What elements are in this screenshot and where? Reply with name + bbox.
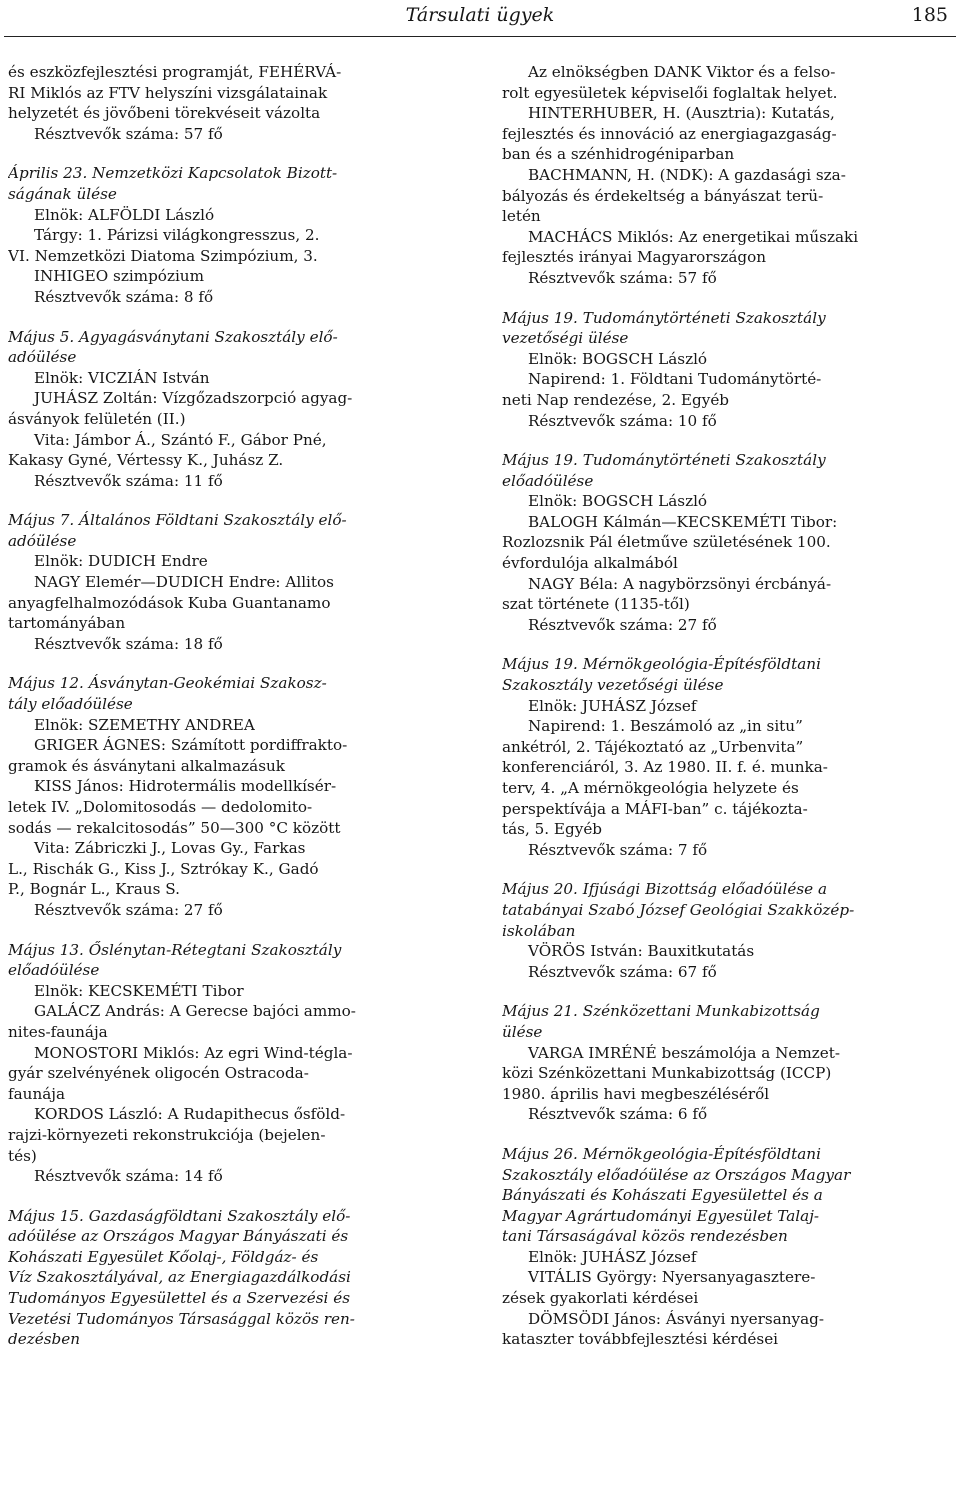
entry-text-line: BALOGH Kálmán—KECSKEMÉTI Tibor:: [528, 512, 838, 531]
entry-text-line: VITÁLIS György: Nyersanyagasztere-: [528, 1268, 816, 1287]
entry-text-line: P., Bognár L., Kraus S.: [8, 880, 180, 899]
entry-text-line: sodás — rekalcitosodás” 50—300 °C között: [8, 818, 341, 837]
entry-text-line: Résztvevők száma: 57 fő: [34, 124, 223, 143]
entry-title-line: Május 7. Általános Földtani Szakosztály elő-: [8, 511, 347, 530]
entry-text-line: Elnök: BOGSCH László: [528, 349, 708, 368]
entry-text-line: VI. Nemzetközi Diatoma Szimpózium, 3.: [8, 246, 318, 265]
entry-section: [8, 327, 456, 492]
entry-text-line: Résztvevők száma: 27 fő: [34, 900, 223, 919]
entry-title-line: tatabányai Szabó József Geológiai Szakközép-: [502, 900, 855, 919]
entry-title-line: Május 26. Mérnökgeológia-Építésföldtani: [502, 1144, 821, 1163]
entry-section: [8, 673, 456, 920]
entry-text-line: rolt egyesületek képviselői foglaltak helyet.: [502, 83, 838, 102]
entry-text-line: GALÁCZ András: A Gerecse bajóci ammo-: [34, 1002, 356, 1021]
entry-text-line: fejlesztés irányai Magyarországon: [502, 248, 767, 267]
right-column: [502, 62, 950, 1369]
entry-text-line: Napirend: 1. Földtani Tudománytörté-: [528, 370, 822, 389]
entry-text-line: NAGY Elemér—DUDICH Endre: Allitos: [34, 573, 334, 592]
entry-text-line: letén: [502, 207, 541, 226]
running-head: Társulati ügyek: [405, 4, 555, 26]
page-header: [0, 0, 960, 40]
entry-text-line: letek IV. „Dolomitosodás — dedolomito-: [8, 798, 313, 816]
entry-text-line: Rozlozsnik Pál életműve születésének 100.: [502, 533, 831, 552]
entry-text-line: Elnök: JUHÁSZ József: [528, 1247, 697, 1266]
entry-title-line: Április 23. Nemzetközi Kapcsolatok Bizott-: [8, 164, 338, 183]
entry-section: [502, 1001, 950, 1125]
entry-section: [502, 1144, 950, 1350]
entry-text-line: Elnök: JUHÁSZ József: [528, 696, 697, 715]
entry-text-line: tás, 5. Egyéb: [502, 820, 603, 839]
entry-text-line: zések gyakorlati kérdései: [502, 1289, 699, 1308]
entry-text-line: ankétról, 2. Tájékoztató az „Urbenvita”: [502, 737, 804, 756]
entry-title-line: Május 12. Ásványtan-Geokémiai Szakosz-: [8, 674, 327, 693]
entry-text-line: GRIGER ÁGNES: Számított pordiffrakto-: [34, 736, 348, 755]
entry-text-line: KISS János: Hidrotermális modellkísér-: [34, 777, 337, 796]
entry-text-line: ban és a szénhidrogéniparban: [502, 145, 735, 164]
entry-section: [8, 940, 456, 1187]
entry-text-line: Kakasy Gyné, Vértessy K., Juhász Z.: [8, 451, 284, 470]
entry-title-line: vezetőségi ülése: [502, 329, 629, 348]
entry-text-line: faunája: [8, 1084, 66, 1103]
entry-text-line: szat története (1135-től): [502, 595, 690, 614]
entry-text-line: Résztvevők száma: 67 fő: [528, 962, 717, 981]
entry-text-line: Résztvevők száma: 27 fő: [528, 615, 717, 634]
entry-section: [502, 308, 950, 432]
entry-title-line: dezésben: [8, 1330, 80, 1349]
entry-text-line: Résztvevők száma: 11 fő: [34, 471, 223, 490]
entry-title-line: előadóülése: [8, 961, 100, 980]
entry-text-line: Elnök: ALFÖLDI László: [34, 205, 215, 224]
entry-title-line: előadóülése: [502, 471, 594, 490]
entry-title-line: Szakosztály előadóülése az Országos Magyar: [502, 1165, 851, 1184]
entry-text-line: konferenciáról, 3. Az 1980. II. f. é. munka-: [502, 758, 828, 777]
entry-title-line: Május 15. Gazdaságföldtani Szakosztály elő-: [8, 1206, 351, 1225]
entry-title-line: ülése: [502, 1022, 543, 1041]
entry-title-line: Május 5. Agyagásványtani Szakosztály elő-: [8, 327, 338, 346]
entry-text-line: közi Szénközettani Munkabizottság (ICCP): [502, 1064, 832, 1083]
entry-title-line: Május 19. Mérnökgeológia-Építésföldtani: [502, 655, 821, 674]
entry-title-line: Tudományos Egyesülettel és a Szervezési és: [8, 1289, 351, 1308]
entry-text-line: helyzetét és jövőbeni törekvéseit vázolta: [8, 104, 321, 123]
entry-text-line: BACHMANN, H. (NDK): A gazdasági sza-: [528, 165, 846, 184]
entry-text-line: VARGA IMRÉNÉ beszámolója a Nemzet-: [528, 1043, 841, 1062]
entry-text-line: DÖMSÖDI János: Ásványi nyersanyag-: [528, 1309, 825, 1328]
entry-text-line: fejlesztés és innováció az energiagazgaság-: [502, 124, 837, 143]
entry-title-line: Vezetési Tudományos Társasággal közös ren-: [8, 1309, 355, 1328]
entry-text-line: JUHÁSZ Zoltán: Vízgőzadszorpció agyag-: [34, 389, 353, 408]
entry-text-line: rajzi-környezeti rekonstrukciója (bejelen-: [8, 1125, 326, 1144]
entry-text-line: Résztvevők száma: 6 fő: [528, 1105, 708, 1124]
entry-text-line: Elnök: VICZIÁN István: [34, 368, 210, 387]
entry-text-line: MONOSTORI Miklós: Az egri Wind-tégla-: [34, 1043, 353, 1062]
entry-title-line: iskolában: [502, 921, 576, 940]
entry-title-line: Május 19. Tudománytörténeti Szakosztály: [502, 308, 826, 327]
entry-text-line: neti Nap rendezése, 2. Egyéb: [502, 390, 730, 409]
entry-section: [8, 163, 456, 307]
entry-title-line: tani Társaságával közös rendezésben: [502, 1227, 788, 1246]
entry-text-line: Elnök: BOGSCH László: [528, 492, 708, 511]
entry-section: [8, 1206, 456, 1350]
entry-section: [8, 62, 456, 144]
entry-title-line: tály előadóülése: [8, 695, 133, 714]
entry-text-line: Résztvevők száma: 14 fő: [34, 1167, 223, 1186]
entry-text-line: 1980. április havi megbeszéléséről: [502, 1084, 770, 1103]
entry-title-line: adóülése az Országos Magyar Bányászati és: [8, 1227, 349, 1246]
header-rule: [4, 36, 956, 37]
entry-text-line: Résztvevők száma: 10 fő: [528, 411, 717, 430]
entry-title-line: Kohászati Egyesület Kőolaj-, Földgáz- és: [8, 1247, 319, 1266]
entry-text-line: Tárgy: 1. Párizsi világkongresszus, 2.: [34, 226, 320, 245]
entry-title-line: Május 21. Szénközettani Munkabizottság: [502, 1002, 820, 1021]
entry-text-line: ásványok felületén (II.): [8, 409, 186, 428]
entry-text-line: bályozás és érdekeltség a bányászat terü-: [502, 186, 824, 205]
entry-title-line: Május 19. Tudománytörténeti Szakosztály: [502, 451, 826, 470]
entry-text-line: VÖRÖS István: Bauxitkutatás: [528, 942, 755, 961]
entry-text-line: terv, 4. „A mérnökgeológia helyzete és: [502, 779, 799, 797]
entry-text-line: anyagfelhalmozódások Kuba Guantanamo: [8, 593, 331, 612]
entry-title-line: adóülése: [8, 348, 77, 367]
entry-text-line: Elnök: SZEMETHY ANDREA: [34, 715, 255, 734]
left-column: [8, 62, 456, 1369]
entry-text-line: HINTERHUBER, H. (Ausztria): Kutatás,: [528, 104, 835, 123]
entry-text-line: MACHÁCS Miklós: Az energetikai műszaki: [528, 227, 859, 246]
entry-text-line: nites-faunája: [8, 1022, 108, 1041]
entry-text-line: Elnök: DUDICH Endre: [34, 552, 208, 571]
entry-text-line: Résztvevők száma: 57 fő: [528, 268, 717, 287]
entry-title-line: Bányászati és Kohászati Egyesülettel és a: [502, 1186, 823, 1205]
entry-text-line: Elnök: KECSKEMÉTI Tibor: [34, 981, 244, 1000]
entry-text-line: tartományában: [8, 614, 126, 633]
entry-section: [8, 510, 456, 654]
entry-text-line: Résztvevők száma: 7 fő: [528, 840, 708, 859]
entry-title-line: Szakosztály vezetőségi ülése: [502, 676, 724, 695]
entry-text-line: Résztvevők száma: 18 fő: [34, 634, 223, 653]
entry-title-line: Május 13. Őslénytan-Rétegtani Szakosztály: [8, 940, 342, 959]
entry-text-line: gramok és ásványtani alkalmazásuk: [8, 756, 286, 775]
entry-text-line: tés): [8, 1146, 37, 1165]
entry-text-line: évfordulója alkalmából: [502, 554, 678, 573]
entry-text-line: NAGY Béla: A nagybörzsönyi ércbányá-: [528, 574, 832, 593]
entry-text-line: Napirend: 1. Beszámoló az „in situ”: [528, 717, 803, 736]
entry-title-line: Május 20. Ifjúsági Bizottság előadóülése a: [502, 880, 828, 899]
entry-section: [502, 62, 950, 289]
entry-title-line: ságának ülése: [8, 184, 117, 203]
entry-text-line: INHIGEO szimpózium: [34, 267, 204, 286]
entry-section: [502, 450, 950, 635]
entry-title-line: adóülése: [8, 531, 77, 550]
entry-text-line: Az elnökségben DANK Viktor és a felso-: [528, 63, 836, 81]
entry-text-line: kataszter továbbfejlesztési kérdései: [502, 1330, 779, 1349]
entry-title-line: Víz Szakosztályával, az Energiagazdálkodási: [8, 1268, 351, 1287]
entry-text-line: L., Rischák G., Kiss J., Sztrókay K., Gadó: [8, 859, 319, 878]
entry-text-line: gyár szelvényének oligocén Ostracoda-: [8, 1064, 309, 1083]
page-number: 185: [911, 4, 948, 26]
entry-text-line: Vita: Jámbor Á., Szántó F., Gábor Pné,: [34, 430, 327, 449]
entry-text-line: RI Miklós az FTV helyszíni vizsgálatainak: [8, 83, 328, 102]
entry-text-line: Vita: Zábriczki J., Lovas Gy., Farkas: [34, 839, 306, 858]
entry-text-line: és eszközfejlesztési programját, FEHÉRVÁ-: [8, 63, 342, 81]
entry-text-line: perspektívája a MÁFI-ban” c. tájékozta-: [502, 799, 808, 818]
entry-title-line: Magyar Agrártudományi Egyesület Talaj-: [502, 1206, 820, 1225]
entry-text-line: Résztvevők száma: 8 fő: [34, 287, 214, 306]
entry-text-line: KORDOS László: A Rudapithecus ősföld-: [34, 1105, 346, 1124]
entry-section: [502, 654, 950, 860]
entry-section: [502, 879, 950, 982]
